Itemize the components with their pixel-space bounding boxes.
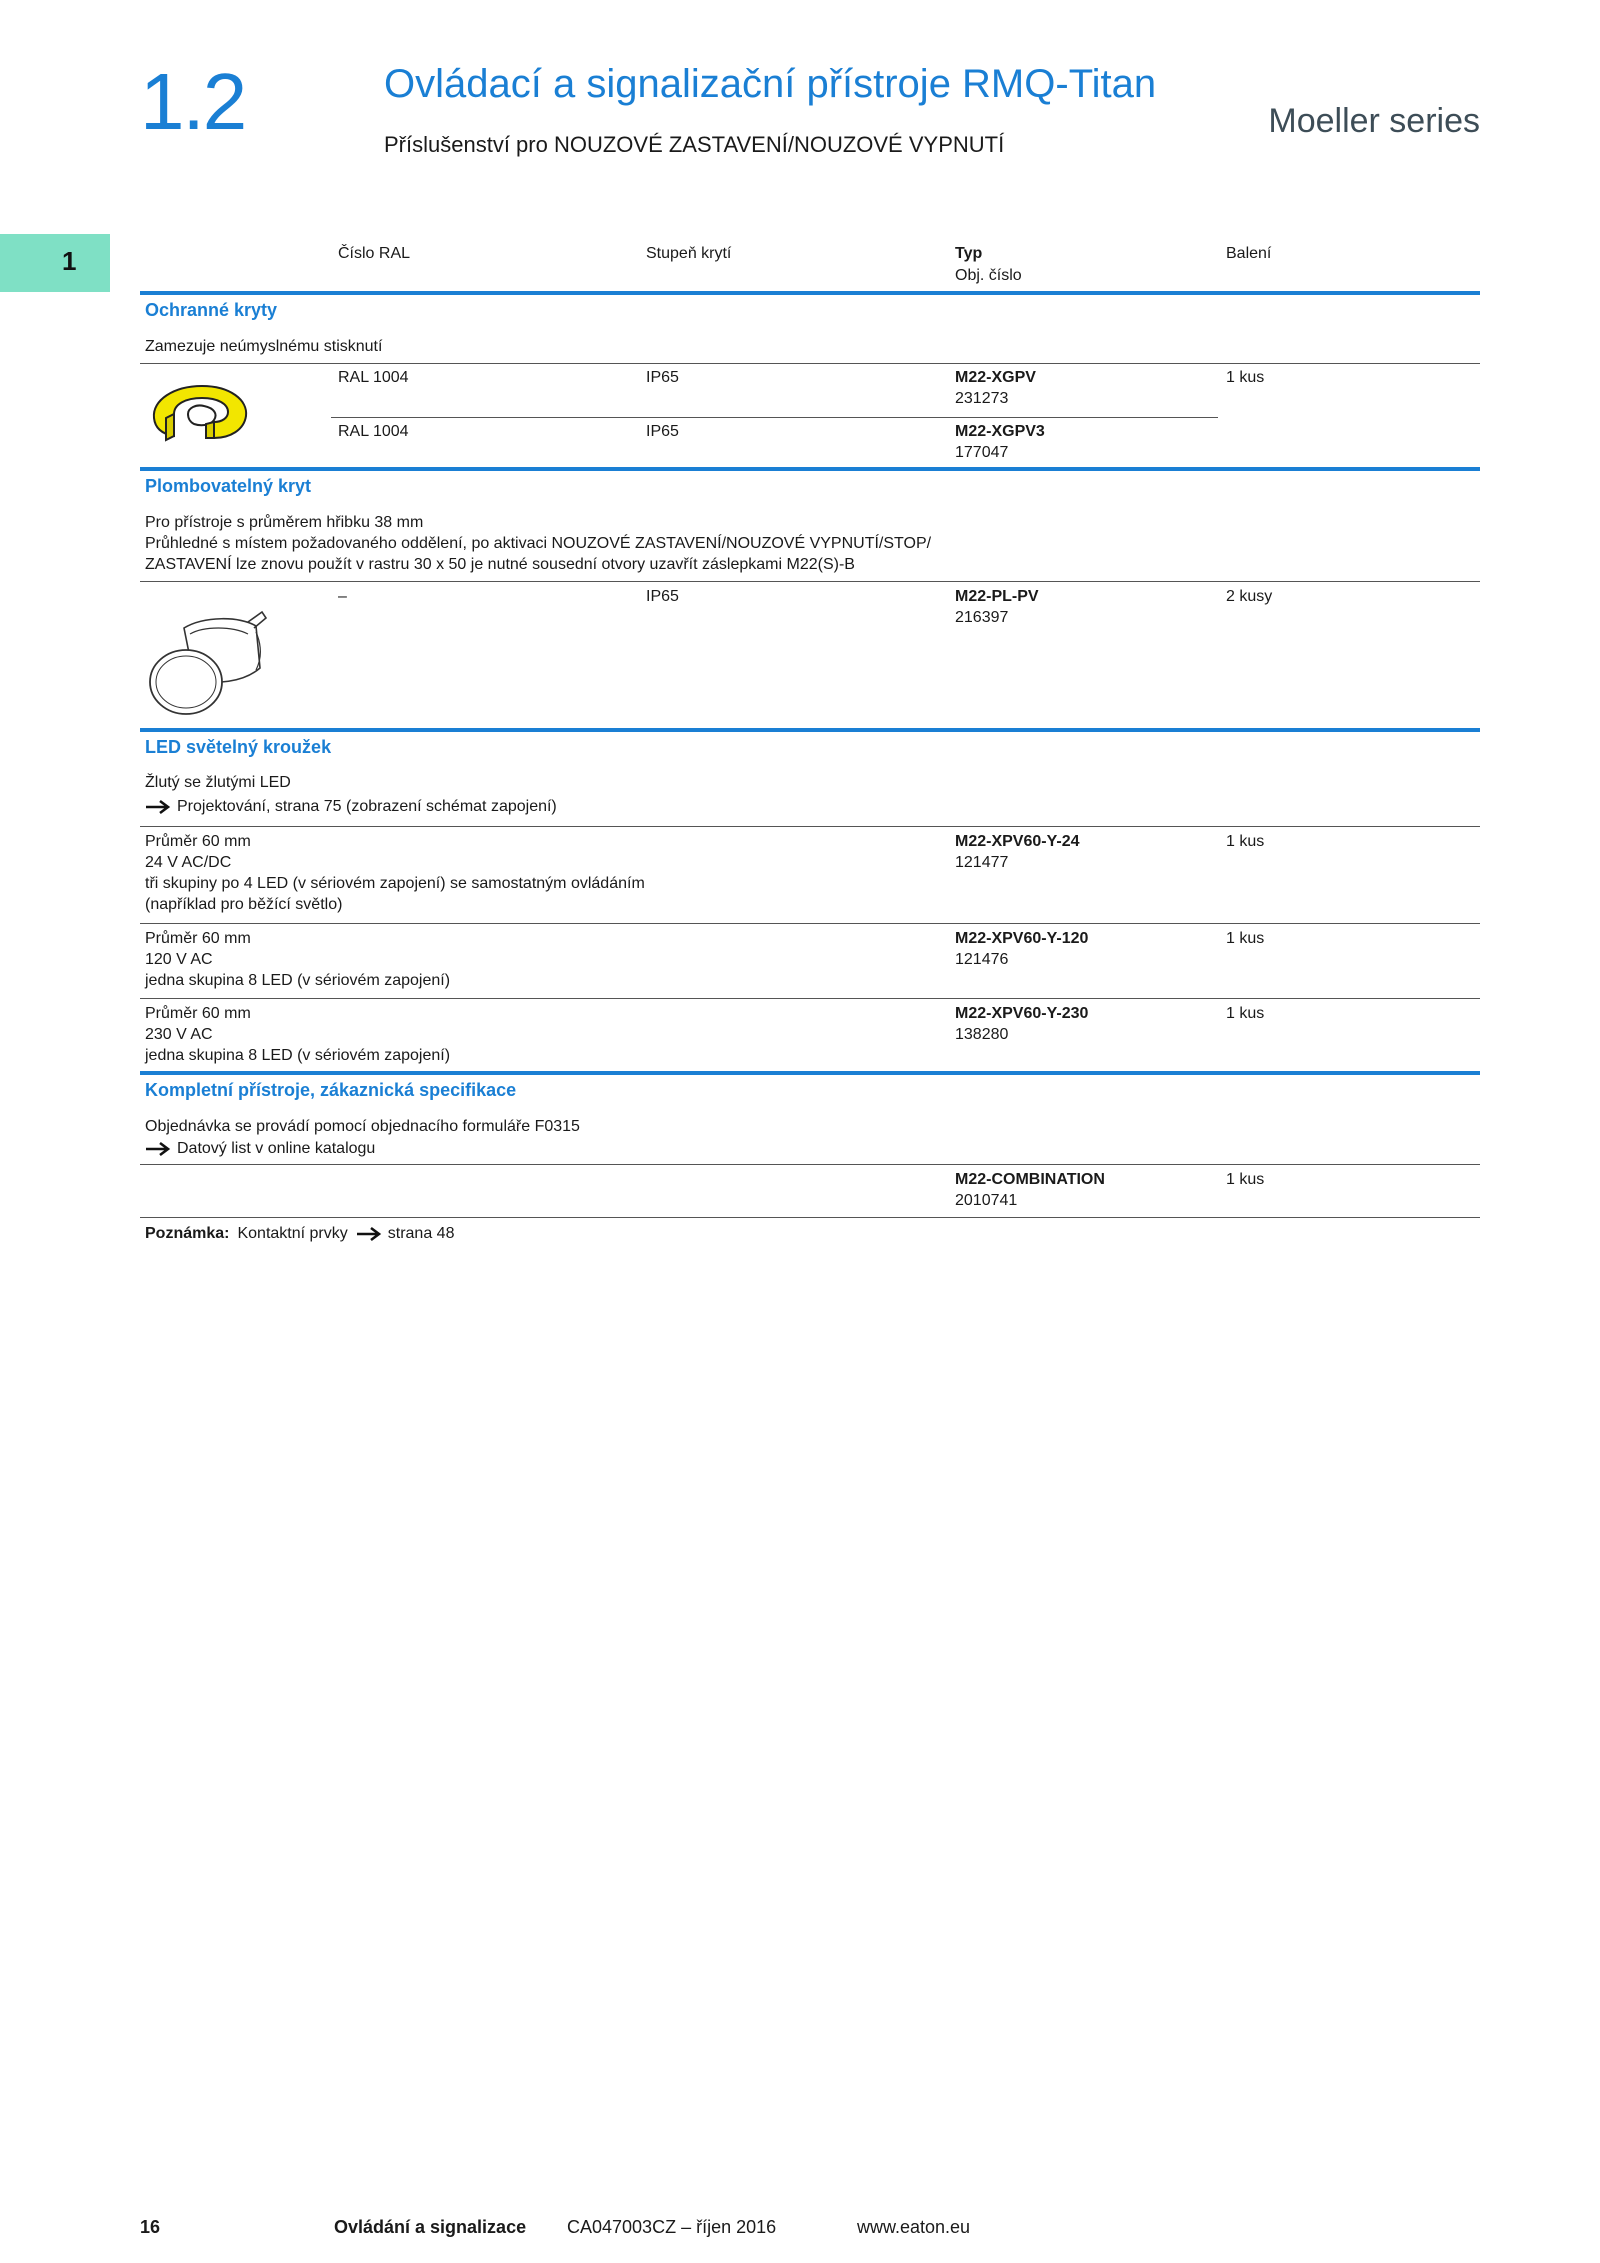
cell-desc: 230 V AC bbox=[145, 1026, 213, 1043]
cell-typ: M22-XGPV3 bbox=[955, 423, 1045, 440]
header-rule bbox=[140, 291, 1480, 295]
cell-obj: 216397 bbox=[955, 609, 1009, 626]
row-divider bbox=[140, 1164, 1480, 1165]
row-divider bbox=[140, 923, 1480, 924]
col-obj: Obj. číslo bbox=[955, 267, 1022, 284]
section-desc: Objednávka se provádí pomocí objednacího formuláře F0315 bbox=[145, 1118, 580, 1135]
note bbox=[145, 1223, 454, 1244]
cell-desc: 120 V AC bbox=[145, 951, 213, 968]
section-desc: Žlutý se žlutými LED bbox=[145, 774, 291, 791]
cell-obj: 2010741 bbox=[955, 1192, 1018, 1209]
cell-baleni: 1 kus bbox=[1226, 369, 1265, 386]
section-title: Kompletní přístroje, zákaznická specifikace bbox=[145, 1080, 517, 1100]
cell-desc: jedna skupina 8 LED (v sériovém zapojení) bbox=[145, 972, 451, 989]
section-title: LED světelný kroužek bbox=[145, 737, 332, 757]
section-rule bbox=[140, 1071, 1480, 1075]
arrow-right-icon bbox=[145, 1141, 173, 1157]
arrow-right-icon bbox=[356, 1226, 384, 1242]
cell-desc: jedna skupina 8 LED (v sériovém zapojení) bbox=[145, 1047, 451, 1064]
cell-ral: RAL 1004 bbox=[338, 369, 409, 386]
cell-desc: tři skupiny po 4 LED (v sériovém zapojení) se samostatným ovládáním bbox=[145, 875, 645, 892]
col-ip: Stupeň krytí bbox=[646, 245, 732, 262]
sealable-cover-icon bbox=[144, 598, 274, 718]
cell-obj: 177047 bbox=[955, 444, 1009, 461]
section-link[interactable] bbox=[145, 1138, 375, 1159]
cell-typ: M22-COMBINATION bbox=[955, 1171, 1105, 1188]
cell-obj: 121477 bbox=[955, 854, 1009, 871]
footer-section: Ovládání a signalizace bbox=[334, 2217, 527, 2237]
cell-baleni: 1 kus bbox=[1226, 930, 1265, 947]
link-label: Projektování, strana 75 (zobrazení schémat zapojení) bbox=[177, 798, 557, 815]
cell-baleni: 1 kus bbox=[1226, 1171, 1265, 1188]
cell-typ: M22-XPV60-Y-230 bbox=[955, 1005, 1089, 1022]
note-text: Kontaktní prvky bbox=[237, 1225, 348, 1242]
chapter-tab-label: 1 bbox=[62, 246, 77, 276]
cell-typ: M22-XPV60-Y-24 bbox=[955, 833, 1080, 850]
cell-obj: 121476 bbox=[955, 951, 1009, 968]
arrow-right-icon bbox=[145, 799, 173, 815]
link-label: Datový list v online katalogu bbox=[177, 1140, 376, 1157]
note-link[interactable] bbox=[356, 1223, 455, 1244]
cell-baleni: 2 kusy bbox=[1226, 588, 1273, 605]
cell-ral: RAL 1004 bbox=[338, 423, 409, 440]
section-desc: Zamezuje neúmyslnému stisknutí bbox=[145, 338, 383, 355]
section-link[interactable] bbox=[145, 796, 557, 817]
cell-desc: (například pro běžící světlo) bbox=[145, 896, 343, 913]
cell-ip: IP65 bbox=[646, 588, 679, 605]
cell-typ: M22-XPV60-Y-120 bbox=[955, 930, 1089, 947]
note-ref: strana 48 bbox=[387, 1225, 455, 1242]
cell-desc: Průměr 60 mm bbox=[145, 930, 251, 947]
section-desc: Pro přístroje s průměrem hřibku 38 mm bbox=[145, 514, 424, 531]
footer-url[interactable]: www.eaton.eu bbox=[857, 2217, 971, 2237]
cell-baleni: 1 kus bbox=[1226, 833, 1265, 850]
row-divider bbox=[331, 417, 1218, 418]
col-typ: Typ bbox=[955, 245, 983, 262]
col-baleni: Balení bbox=[1226, 245, 1272, 262]
cell-desc: 24 V AC/DC bbox=[145, 854, 232, 871]
page-title: Ovládací a signalizační přístroje RMQ-Titan bbox=[384, 62, 1157, 106]
cell-ip: IP65 bbox=[646, 423, 679, 440]
col-ral: Číslo RAL bbox=[338, 245, 411, 262]
row-divider bbox=[140, 998, 1480, 999]
cell-typ: M22-PL-PV bbox=[955, 588, 1039, 605]
cell-ip: IP65 bbox=[646, 369, 679, 386]
chapter-tab bbox=[0, 234, 110, 292]
row-divider bbox=[140, 363, 1480, 364]
cell-desc: Průměr 60 mm bbox=[145, 1005, 251, 1022]
section-desc: ZASTAVENÍ lze znovu použít v rastru 30 x 50 je nutné sousední otvory uzavřít záslepkami M22(S)-B bbox=[145, 556, 855, 573]
cell-ral: – bbox=[338, 588, 347, 605]
row-divider bbox=[140, 581, 1480, 582]
cell-obj: 231273 bbox=[955, 390, 1009, 407]
row-divider bbox=[140, 1217, 1480, 1218]
cell-obj: 138280 bbox=[955, 1026, 1009, 1043]
chapter-number: 1.2 bbox=[140, 57, 246, 146]
footer-catalog: CA047003CZ – říjen 2016 bbox=[567, 2217, 777, 2237]
cell-typ: M22-XGPV bbox=[955, 369, 1036, 386]
series-label: Moeller series bbox=[1268, 102, 1480, 140]
footer-page-number: 16 bbox=[140, 2217, 161, 2237]
page-subtitle: Příslušenství pro NOUZOVÉ ZASTAVENÍ/NOUZOVÉ VYPNUTÍ bbox=[384, 132, 1005, 157]
section-rule bbox=[140, 728, 1480, 732]
row-divider bbox=[140, 826, 1480, 827]
protective-cover-icon bbox=[144, 378, 254, 446]
section-title: Ochranné kryty bbox=[145, 300, 278, 320]
section-title: Plombovatelný kryt bbox=[145, 476, 312, 496]
section-rule bbox=[140, 467, 1480, 471]
cell-baleni: 1 kus bbox=[1226, 1005, 1265, 1022]
note-label: Poznámka: bbox=[145, 1225, 230, 1242]
section-desc: Průhledné s místem požadovaného oddělení, po aktivaci NOUZOVÉ ZASTAVENÍ/NOUZOVÉ VYPNUTÍ/STOP/ bbox=[145, 535, 932, 552]
cell-desc: Průměr 60 mm bbox=[145, 833, 251, 850]
